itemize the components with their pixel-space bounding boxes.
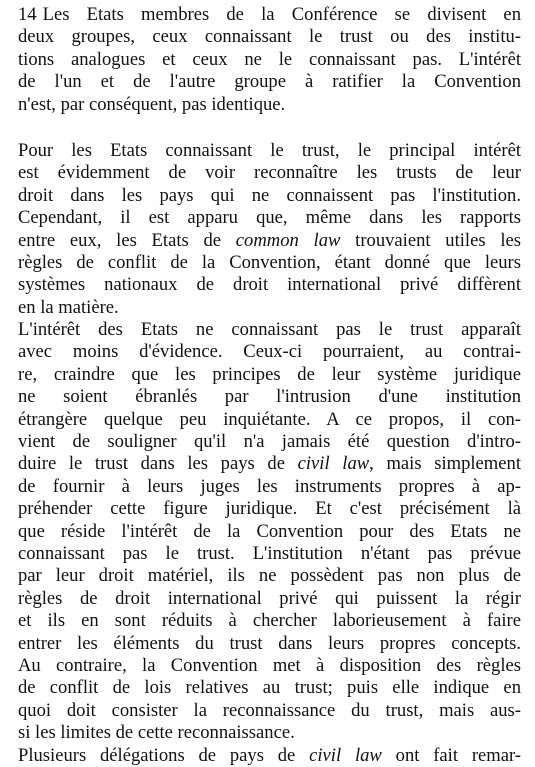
text-line: ne soient ébranlés par l'intrusion d'une institution: [18, 386, 521, 408]
text-line: règles de droit international privé qui puissent la régir: [18, 587, 521, 609]
paragraph-civil-law-states: [18, 319, 521, 767]
text-line: n'est, par conséquent, pas identique.: [18, 93, 286, 115]
text-line: Plusieurs délégations de pays de civil law ont fait remar-: [18, 744, 521, 766]
text-line: quoi doit consister la reconnaissance du trust, mais aus-: [18, 699, 521, 721]
paragraph-common-law-states: [18, 140, 521, 319]
text-line: entre eux, les Etats de common law trouvaient utiles les: [18, 229, 521, 251]
text-line: connaissant pas le trust. L'institution n'étant pas prévue: [18, 542, 521, 564]
text-line: Pour les Etats connaissant le trust, le principal intérêt: [18, 139, 521, 161]
text-line: si les limites de cette reconnaissance.: [18, 722, 295, 744]
text-line: re, craindre que les principes de leur système juridique: [18, 363, 521, 385]
text-line: vient de souligner qu'il n'a jamais été question d'intro-: [18, 431, 521, 453]
text-line: que réside l'intérêt de la Convention pour des Etats ne: [18, 520, 521, 542]
text-line: avec moins d'évidence. Ceux-ci pourraient, au contrai-: [18, 341, 521, 363]
text-line: et ils en sont réduits à chercher laborieusement à faire: [18, 610, 521, 632]
text-line: 14 Les Etats membres de la Conférence se divisent en: [18, 4, 521, 25]
paragraph-gap: [18, 116, 521, 140]
text-line: tions analogues et ceux ne le connaissant pas. L'intérêt: [18, 48, 521, 70]
text-line: Cependant, il est apparu que, même dans les rapports: [18, 207, 521, 229]
text-line: étrangère quelque peu inquiétante. A ce propos, il con-: [18, 408, 521, 430]
text-line: deux groupes, ceux connaissant le trust ou des institu-: [18, 26, 521, 48]
text-line: préhender cette figure juridique. Et c'est précisément là: [18, 498, 521, 520]
text-line: par leur droit matériel, ils ne possèdent pas non plus de: [18, 565, 521, 587]
paragraph-number: 14: [18, 4, 37, 25]
paragraph-intro: [18, 4, 521, 116]
text-line: systèmes nationaux de droit international privé diffèrent: [18, 274, 521, 296]
text-line: duire le trust dans les pays de civil law, mais simplement: [18, 453, 521, 475]
text-line: droit dans les pays qui ne connaissent pas l'institution.: [18, 184, 521, 206]
text-line: Au contraire, la Convention met à disposition des règles: [18, 654, 521, 676]
text-line: règles de conflit de la Convention, étant donné que leurs: [18, 251, 521, 273]
text-line: en la matière.: [18, 296, 119, 318]
text-line: L'intérêt des Etats ne connaissant pas le trust apparaît: [18, 319, 521, 341]
text-line: de fournir à leurs juges les instruments propres à ap-: [18, 475, 521, 497]
text-line: entrer les éléments du trust dans leurs propres concepts.: [18, 632, 521, 654]
text-line: de l'un et de l'autre groupe à ratifier la Convention: [18, 71, 521, 93]
text-line: est évidemment de voir reconnaître les trusts de leur: [18, 162, 521, 184]
text-line: de conflit de lois relatives au trust; puis elle indique en: [18, 677, 521, 699]
